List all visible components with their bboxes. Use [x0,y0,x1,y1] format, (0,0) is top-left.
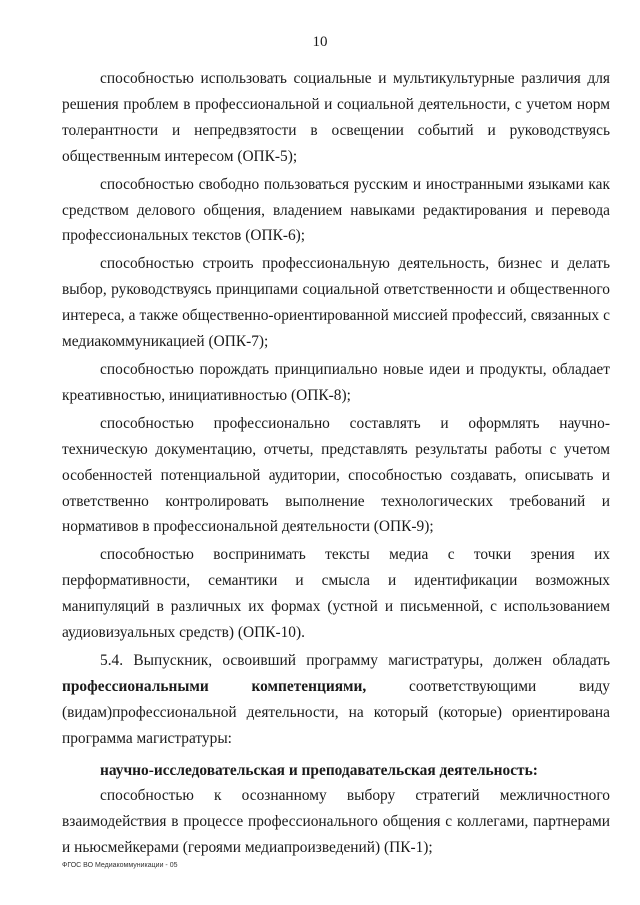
section-heading: научно-исследовательская и преподавательская деятельность: [100,761,538,779]
paragraph-opk-10: способностью воспринимать тексты медиа с точки зрения их перформативности, семантики и смысла и идентификации возможных манипуляций в различных их формах (устной и письменной, с использованием аудиовизуальных средств) (ОПК-10). [62,546,610,642]
section-5-4-rest: соответствующими виду (видам)профессиональной деятельности, на который (которые) ориентирована программа магистратуры: [62,677,610,747]
page-number: 10 [312,34,328,50]
section-5-4-bold-term: профессиональными компетенциями, [62,677,367,695]
paragraph-opk-5: способностью использовать социальные и мультикультурные различия для решения проблем в профессиональной и социальной деятельности, с учетом норм толерантности и непредвзятости в освещении событий и руководствуясь общественным интересом (ОПК-5); [62,70,610,165]
section-5-4-lead: 5.4. Выпускник, освоивший программу магистратуры, должен обладать [100,651,610,669]
paragraph-pk-1: способностью к осознанному выбору стратегий межличностного взаимодействия в процессе профессионального общения с коллегами, партнерами и ньюсмейкерами (героями медиапроизведений) (ПК-1); [62,787,610,857]
paragraph-opk-6: способностью свободно пользоваться русским и иностранными языками как средством делового общения, владением навыками редактирования и перевода профессиональных текстов (ОПК-6); [62,175,610,245]
document-body [62,66,610,861]
paragraph-opk-8: способностью порождать принципиально новые идеи и продукты, обладает креативностью, инициативностью (ОПК-8); [62,360,610,404]
page-footer: ФГОС ВО Медиакоммуникации - 05 [62,862,178,869]
paragraph-section-5-4 [62,648,610,752]
paragraph-opk-9: способностью профессионально составлять и оформлять научно-техническую документацию, отчеты, представлять результаты работы с учетом особенностей потенциальной аудитории, способностью создавать, описывать и ответственно контролировать выполнение технологических требований и нормативов в профессиональной деятельности (ОПК-9); [62,414,610,536]
paragraph-opk-7: способностью строить профессиональную деятельность, бизнес и делать выбор, руководствуясь принципами социальной ответственности и общественного интереса, а также общественно-ориентированной миссией профессий, связанных с медиакоммуникацией (ОПК-7); [62,255,610,351]
